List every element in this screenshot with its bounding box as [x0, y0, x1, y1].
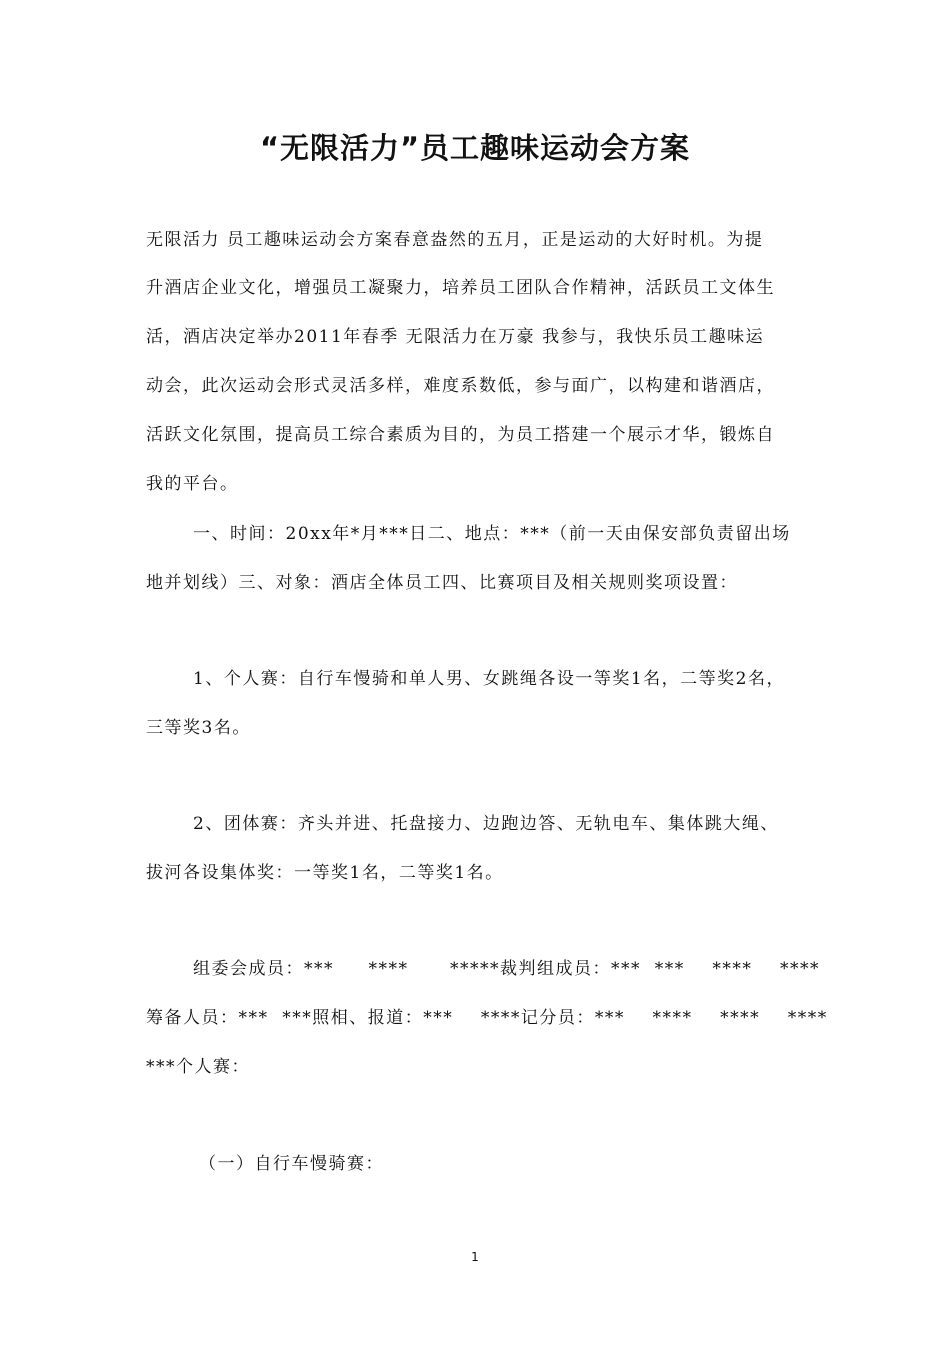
intro-line-3: 活，酒店决定举办2011年春季 无限活力在万豪 我参与，我快乐员工趣味运: [146, 327, 765, 347]
intro-line-6: 我的平台。: [146, 474, 239, 494]
subsection-heading: （一）自行车慢骑赛：: [199, 1154, 384, 1174]
intro-line-4: 动会，此次运动会形式灵活多样，难度系数低，参与面广，以构建和谐酒店，: [146, 376, 775, 396]
item1-line-2: 三等奖3名。: [146, 718, 251, 738]
item1-line-1: 1、个人赛：自行车慢骑和单人男、女跳绳各设一等奖1名，二等奖2名，: [193, 669, 785, 689]
item2-line-2: 拔河各设集体奖：一等奖1名，二等奖1名。: [146, 863, 504, 883]
page-number: 1: [471, 1250, 479, 1264]
item2-line-1: 2、团体赛：齐头并进、托盘接力、边跑边答、无轨电车、集体跳大绳、: [193, 814, 779, 834]
section1-line-2: 地并划线）三、对象：酒店全体员工四、比赛项目及相关规则奖项设置：: [146, 573, 738, 593]
intro-line-1: 无限活力 员工趣味运动会方案春意盎然的五月，正是运动的大好时机。为提: [146, 230, 764, 250]
staff-line-1: 组委会成员：*** **** *****裁判组成员：*** *** **** ****: [193, 959, 820, 979]
intro-line-5: 活跃文化氛围，提高员工综合素质为目的，为员工搭建一个展示才华，锻炼自: [146, 425, 775, 445]
staff-line-2: 筹备人员：*** ***照相、报道：*** ****记分员：*** **** **** ****: [146, 1008, 828, 1028]
intro-line-2: 升酒店企业文化，增强员工凝聚力，培养员工团队合作精神，活跃员工文体生: [146, 278, 775, 298]
section1-line-1: 一、时间：20xx年*月***日二、地点：***（前一天由保安部负责留出场: [193, 524, 791, 544]
staff-line-3: ***个人赛：: [146, 1057, 250, 1077]
document-title: “无限活力”员工趣味运动会方案: [259, 131, 691, 165]
